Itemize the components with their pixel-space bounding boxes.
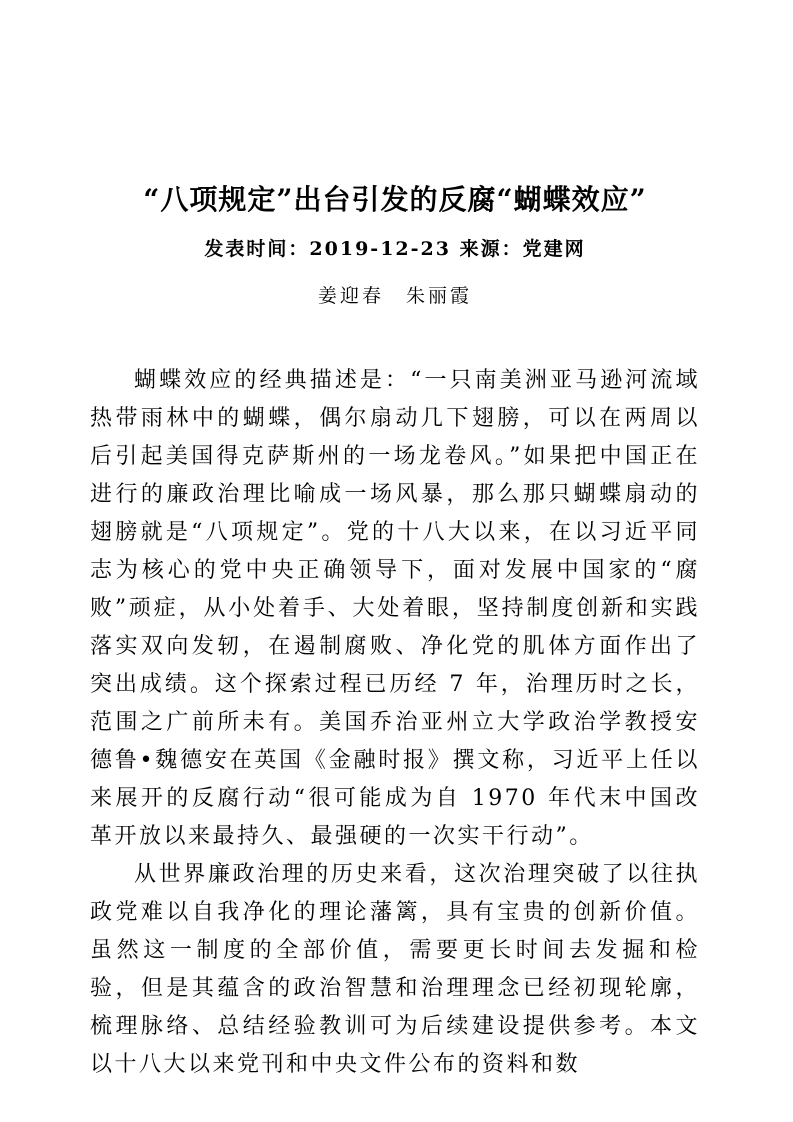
authors-line: 姜迎春 朱丽霞 xyxy=(317,285,472,307)
page-title: “八项规定”出台引发的反腐“蝴蝶效应” xyxy=(143,183,647,216)
publish-meta: 发表时间：2019-12-23 来源：党建网 xyxy=(204,238,586,260)
paragraph-2: 从世界廉政治理的历史来看，这次治理突破了以往执政党难以自我净化的理论藩篱，具有宝贵的创新价值。虽然这一制度的全部价值，需要更长时间去发掘和检验，但是其蕴含的政治智慧和治理理念已经初现轮廓，梳理脉络、总结经验教训可为后续建设提供参考。本文以十八大以来党刊和中央文件公布的资料和数 xyxy=(90,862,700,1077)
article-body xyxy=(90,362,700,1084)
paragraph-1: 蝴蝶效应的经典描述是：“一只南美洲亚马逊河流域热带雨林中的蝴蝶，偶尔扇动几下翅膀，可以在两周以后引起美国得克萨斯州的一场龙卷风。”如果把中国正在进行的廉政治理比喻成一场风暴，那么那只蝴蝶扇动的翅膀就是“八项规定”。党的十八大以来，在以习近平同志为核心的党中央正确领导下，面对发展中国家的“腐败”顽症，从小处着手、大处着眼，坚持制度创新和实践落实双向发轫，在遏制腐败、净化党的肌体方面作出了突出成绩。这个探索过程已历经 7 年，治理历时之长，范围之广前所未有。美国乔治亚州立大学政治学教授安德鲁•魏德安在英国《金融时报》撰文称，习近平上任以来展开的反腐行动“很可能成为自 1970 年代末中国改革开放以来最持久、最强硬的一次实干行动”。 xyxy=(90,368,700,849)
